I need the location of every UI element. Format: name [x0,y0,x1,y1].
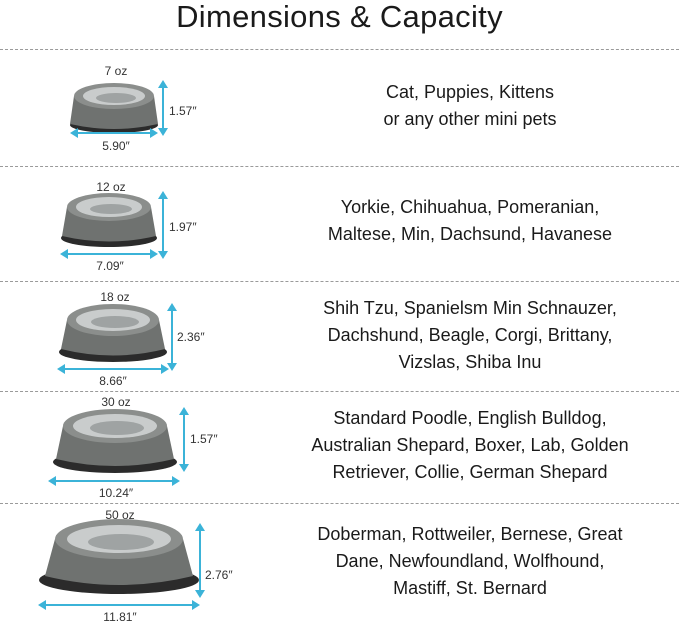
capacity-label: 18 oz [100,290,130,304]
breed-line: Cat, Puppies, Kittens [385,82,555,102]
diameter-label: 8.66″ [99,374,127,388]
height-label: 1.97″ [169,220,197,234]
capacity-label: 30 oz [101,395,131,409]
height-label: 2.36″ [177,330,205,344]
breed-line: Maltese, Min, Dachsund, Havanese [327,224,613,244]
diameter-arrow [38,600,200,610]
breed-line: Shih Tzu, Spanielsm Min Schnauzer, [323,298,617,318]
height-label: 2.76″ [205,568,233,582]
diameter-label: 10.24″ [98,486,134,500]
capacity-label: 12 oz [96,180,126,194]
breed-line: or any other mini pets [383,109,557,129]
breed-line: Retriever, Collie, German Shepard [332,462,608,482]
breed-description [275,521,665,602]
breed-line: Yorkie, Chihuahua, Pomeranian, [340,197,600,217]
breed-line: Vizslas, Shiba Inu [398,352,542,372]
page-title: Dimensions & Capacity [176,0,503,34]
height-label: 1.57″ [169,104,197,118]
height-arrow [195,523,205,598]
capacity-label: 50 oz [105,508,135,522]
bowl-image [39,519,199,594]
breed-line: Mastiff, St. Bernard [393,578,547,598]
diameter-label: 5.90″ [102,139,130,153]
breed-line: Dane, Newfoundland, Wolfhound, [335,551,605,571]
diameter-label: 7.09″ [96,259,124,273]
breed-line: Australian Shepard, Boxer, Lab, Golden [311,435,629,455]
breed-line: Dachshund, Beagle, Corgi, Brittany, [327,325,613,345]
height-label: 1.57″ [190,432,218,446]
breed-line: Standard Poodle, English Bulldog, [333,408,607,428]
diameter-label: 11.81″ [103,610,137,624]
breed-line: Doberman, Rottweiler, Bernese, Great [317,524,623,544]
capacity-label: 7 oz [104,64,128,78]
